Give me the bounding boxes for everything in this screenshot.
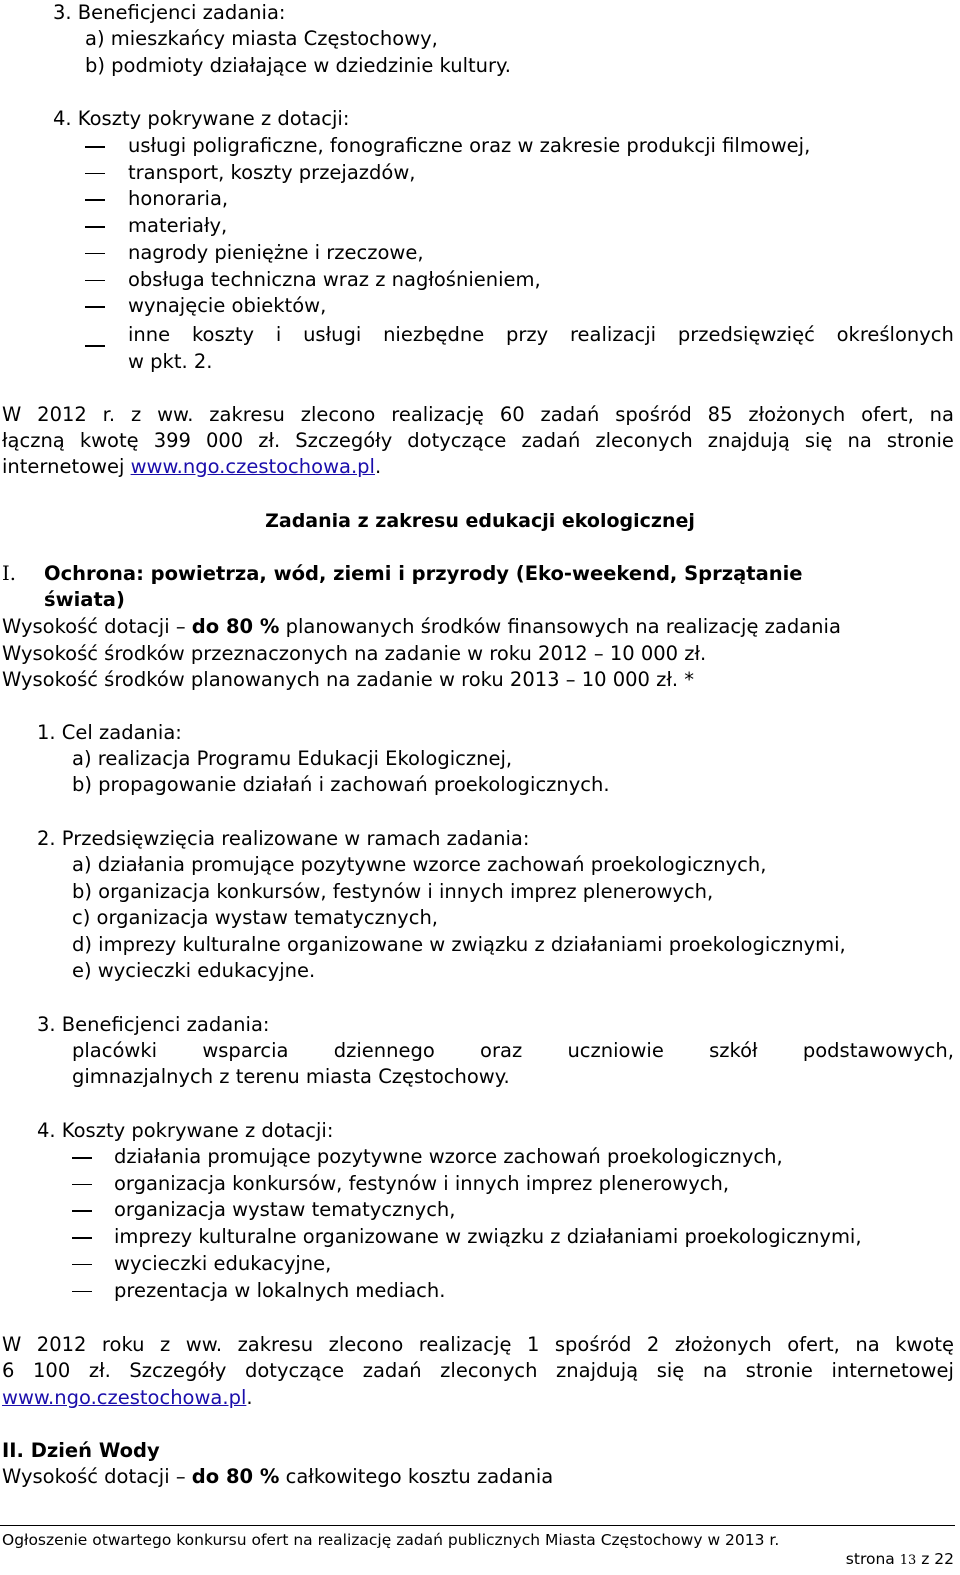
section-title: Zadania z zakresu edukacji ekologicznej: [265, 510, 695, 532]
dash-bullet: [85, 146, 105, 148]
ngo-website-link-2[interactable]: www.ngo.czestochowa.pl: [2, 1386, 247, 1409]
word: Szczegóły: [129, 1359, 227, 1382]
word: placówki: [72, 1039, 158, 1062]
task1-goal-heading: 1. Cel zadania:: [37, 721, 182, 744]
word: internetowej: [831, 1359, 954, 1382]
word: podstawowych,: [802, 1039, 954, 1062]
word: Szczegóły: [295, 429, 393, 452]
word: kwotę: [895, 1333, 954, 1356]
word: 2012: [36, 1333, 87, 1356]
word: złożonych: [674, 1333, 772, 1356]
dash-bullet: [85, 306, 105, 308]
word: 1: [526, 1333, 540, 1356]
task2-grant-line: Wysokość dotacji – do 80 % całkowitego kosztu zadania: [2, 1465, 554, 1488]
word: złożonych: [748, 403, 846, 426]
word: niezbędne: [383, 323, 485, 346]
word: znajdują: [707, 429, 790, 452]
dash-bullet: [72, 1184, 92, 1186]
word: r.: [102, 403, 116, 426]
word: łączną: [2, 429, 65, 452]
dash-bullet: [85, 226, 105, 228]
task1-numeral: I.: [2, 562, 16, 585]
dash-bullet: [72, 1291, 92, 1293]
list-item: transport, koszty przejazdów,: [128, 160, 416, 184]
task1-costs-heading: 4. Koszty pokrywane z dotacji:: [37, 1119, 334, 1142]
dash-bullet: [85, 280, 105, 282]
word: realizacji: [569, 323, 657, 346]
word: spośród: [554, 1333, 632, 1356]
word: określonych: [836, 323, 954, 346]
list-item: honoraria,: [128, 187, 229, 211]
list-item: organizacja wystaw tematycznych,: [114, 1198, 456, 1222]
list-item: działania promujące pozytywne wzorce zachowań proekologicznych,: [114, 1145, 783, 1168]
word: stronie: [745, 1359, 813, 1382]
task1-benef-heading: 3. Beneficjenci zadania:: [37, 1013, 270, 1036]
word: zadań: [362, 1359, 422, 1382]
dash-bullet: [72, 1157, 92, 1159]
word: na: [929, 403, 954, 426]
dash-bullet: [72, 1264, 92, 1266]
word: koszty: [191, 323, 255, 346]
word: 100: [33, 1359, 71, 1382]
list-item: organizacja konkursów, festynów i innych imprez plenerowych,: [114, 1171, 730, 1195]
task1-title-line1: Ochrona: powietrza, wód, ziemi i przyrody (Eko-weekend, Sprzątanie: [44, 562, 803, 585]
item3-heading: 3. Beneficjenci zadania:: [53, 1, 286, 24]
word: realizację: [391, 403, 484, 426]
word: zlecono: [300, 403, 376, 426]
word: 60: [499, 403, 525, 426]
word: ofert,: [787, 1333, 840, 1356]
item3-b: b) podmioty działające w dziedzinie kultury.: [85, 54, 511, 77]
word: realizację: [418, 1333, 512, 1356]
word: dotyczące: [244, 1359, 345, 1382]
word: zakresu: [209, 403, 285, 426]
word: zakresu: [237, 1333, 314, 1356]
footer-rule: [0, 1525, 955, 1526]
list-item: imprezy kulturalne organizowane w związku z działaniami proekologicznymi,: [114, 1225, 862, 1249]
task1-funds-2013: Wysokość środków planowanych na zadanie w roku 2013 – 10 000 zł. *: [2, 668, 695, 691]
word: się: [804, 429, 833, 452]
word: na: [847, 429, 872, 452]
summary-paragraph-line3: internetowej www.ngo.czestochowa.pl.: [2, 455, 382, 478]
dash-bullet: [85, 253, 105, 255]
word: zlecono: [328, 1333, 404, 1356]
list-item: wynajęcie obiektów,: [128, 294, 327, 318]
word: ww.: [157, 403, 194, 426]
word: spośród: [615, 403, 692, 426]
list-item: nagrody pieniężne i rzeczowe,: [128, 240, 424, 264]
dash-bullet: [85, 199, 105, 201]
word: usługi: [303, 323, 362, 346]
word: 2: [646, 1333, 660, 1356]
dash-bullet: [72, 1237, 92, 1239]
cost-item-other-cont: w pkt. 2.: [128, 350, 213, 373]
action-item: e) wycieczki edukacyjne.: [72, 959, 316, 982]
dash-bullet: [85, 173, 105, 175]
task1-goal-a: a) realizacja Programu Edukacji Ekologicznej,: [72, 747, 513, 770]
task1-benef-line2: gimnazjalnych z terenu miasta Częstochowy.: [72, 1065, 510, 1088]
task2-title: II. Dzień Wody: [2, 1439, 160, 1462]
list-item: prezentacja w lokalnych mediach.: [114, 1278, 446, 1302]
word: na: [702, 1359, 728, 1382]
list-item: usługi poligraficzne, fonograficzne oraz w zakresie produkcji filmowej,: [128, 134, 811, 157]
task1-goal-b: b) propagowanie działań i zachowań proekologicznych.: [72, 773, 610, 796]
task1-summary-line2: [2, 1358, 954, 1384]
word: dziennego: [333, 1039, 435, 1062]
word: przy: [506, 323, 549, 346]
word: 85: [707, 403, 733, 426]
summary-paragraph-line2: [2, 428, 954, 454]
action-item: b) organizacja konkursów, festynów i innych imprez plenerowych,: [72, 879, 714, 903]
task1-title-line2: świata): [44, 588, 125, 611]
word: 399: [153, 429, 191, 452]
word: uczniowie: [567, 1039, 664, 1062]
list-item: materiały,: [128, 214, 228, 238]
word: 2012: [37, 403, 87, 426]
word: na: [855, 1333, 880, 1356]
word: zadań: [521, 429, 581, 452]
task1-summary-line3: www.ngo.czestochowa.pl.: [2, 1386, 253, 1409]
word: dotyczące: [407, 429, 507, 452]
word: wsparcia: [202, 1039, 289, 1062]
word: i: [275, 323, 282, 346]
action-item: a) działania promujące pozytywne wzorce zachowań proekologicznych,: [72, 853, 767, 876]
list-item: wycieczki edukacyjne,: [114, 1251, 332, 1275]
action-item: d) imprezy kulturalne organizowane w związku z działaniami proekologicznymi,: [72, 932, 846, 956]
dash-bullet: [85, 345, 105, 347]
word: przedsięwzięć: [677, 323, 815, 346]
summary-paragraph-line1: [2, 402, 954, 428]
word: W: [2, 403, 22, 426]
task1-actions-heading: 2. Przedsięwzięcia realizowane w ramach zadania:: [37, 827, 530, 850]
ngo-website-link[interactable]: www.ngo.czestochowa.pl: [130, 455, 375, 478]
footer-title: Ogłoszenie otwartego konkursu ofert na realizację zadań publicznych Miasta Częstochowy w 2013 r.: [2, 1531, 780, 1549]
word: 6: [2, 1359, 15, 1382]
task1-benef-line1: [72, 1038, 954, 1064]
item3-a: a) mieszkańcy miasta Częstochowy,: [85, 27, 438, 50]
word: ww.: [185, 1333, 223, 1356]
word: inne: [128, 323, 171, 346]
word: znajdują: [556, 1359, 639, 1382]
list-item: obsługa techniczna wraz z nagłośnieniem,: [128, 267, 541, 291]
word: szkół: [709, 1039, 758, 1062]
word: oraz: [480, 1039, 523, 1062]
word: zleconych: [595, 429, 693, 452]
cost-item-other: [128, 322, 954, 348]
word: stronie: [886, 429, 954, 452]
word: się: [656, 1359, 685, 1382]
task1-summary-line1: [2, 1332, 954, 1358]
word: zleconych: [440, 1359, 538, 1382]
word: 000: [205, 429, 244, 452]
word: ofert,: [861, 403, 914, 426]
dash-bullet: [72, 1210, 92, 1212]
page-number: strona 13 z 22: [845, 1550, 954, 1568]
word: kwotę: [79, 429, 139, 452]
word: zadań: [540, 403, 600, 426]
word: zł.: [258, 429, 281, 452]
task1-grant-line: Wysokość dotacji – do 80 % planowanych środków finansowych na realizację zadania: [2, 615, 841, 638]
task1-funds-2012: Wysokość środków przeznaczonych na zadanie w roku 2012 – 10 000 zł.: [2, 642, 707, 665]
word: roku: [101, 1333, 145, 1356]
word: zł.: [88, 1359, 111, 1382]
action-item: c) organizacja wystaw tematycznych,: [72, 906, 439, 929]
item4-heading: 4. Koszty pokrywane z dotacji:: [53, 107, 350, 130]
word: z: [130, 403, 142, 426]
word: z: [160, 1333, 171, 1356]
word: W: [2, 1333, 22, 1356]
